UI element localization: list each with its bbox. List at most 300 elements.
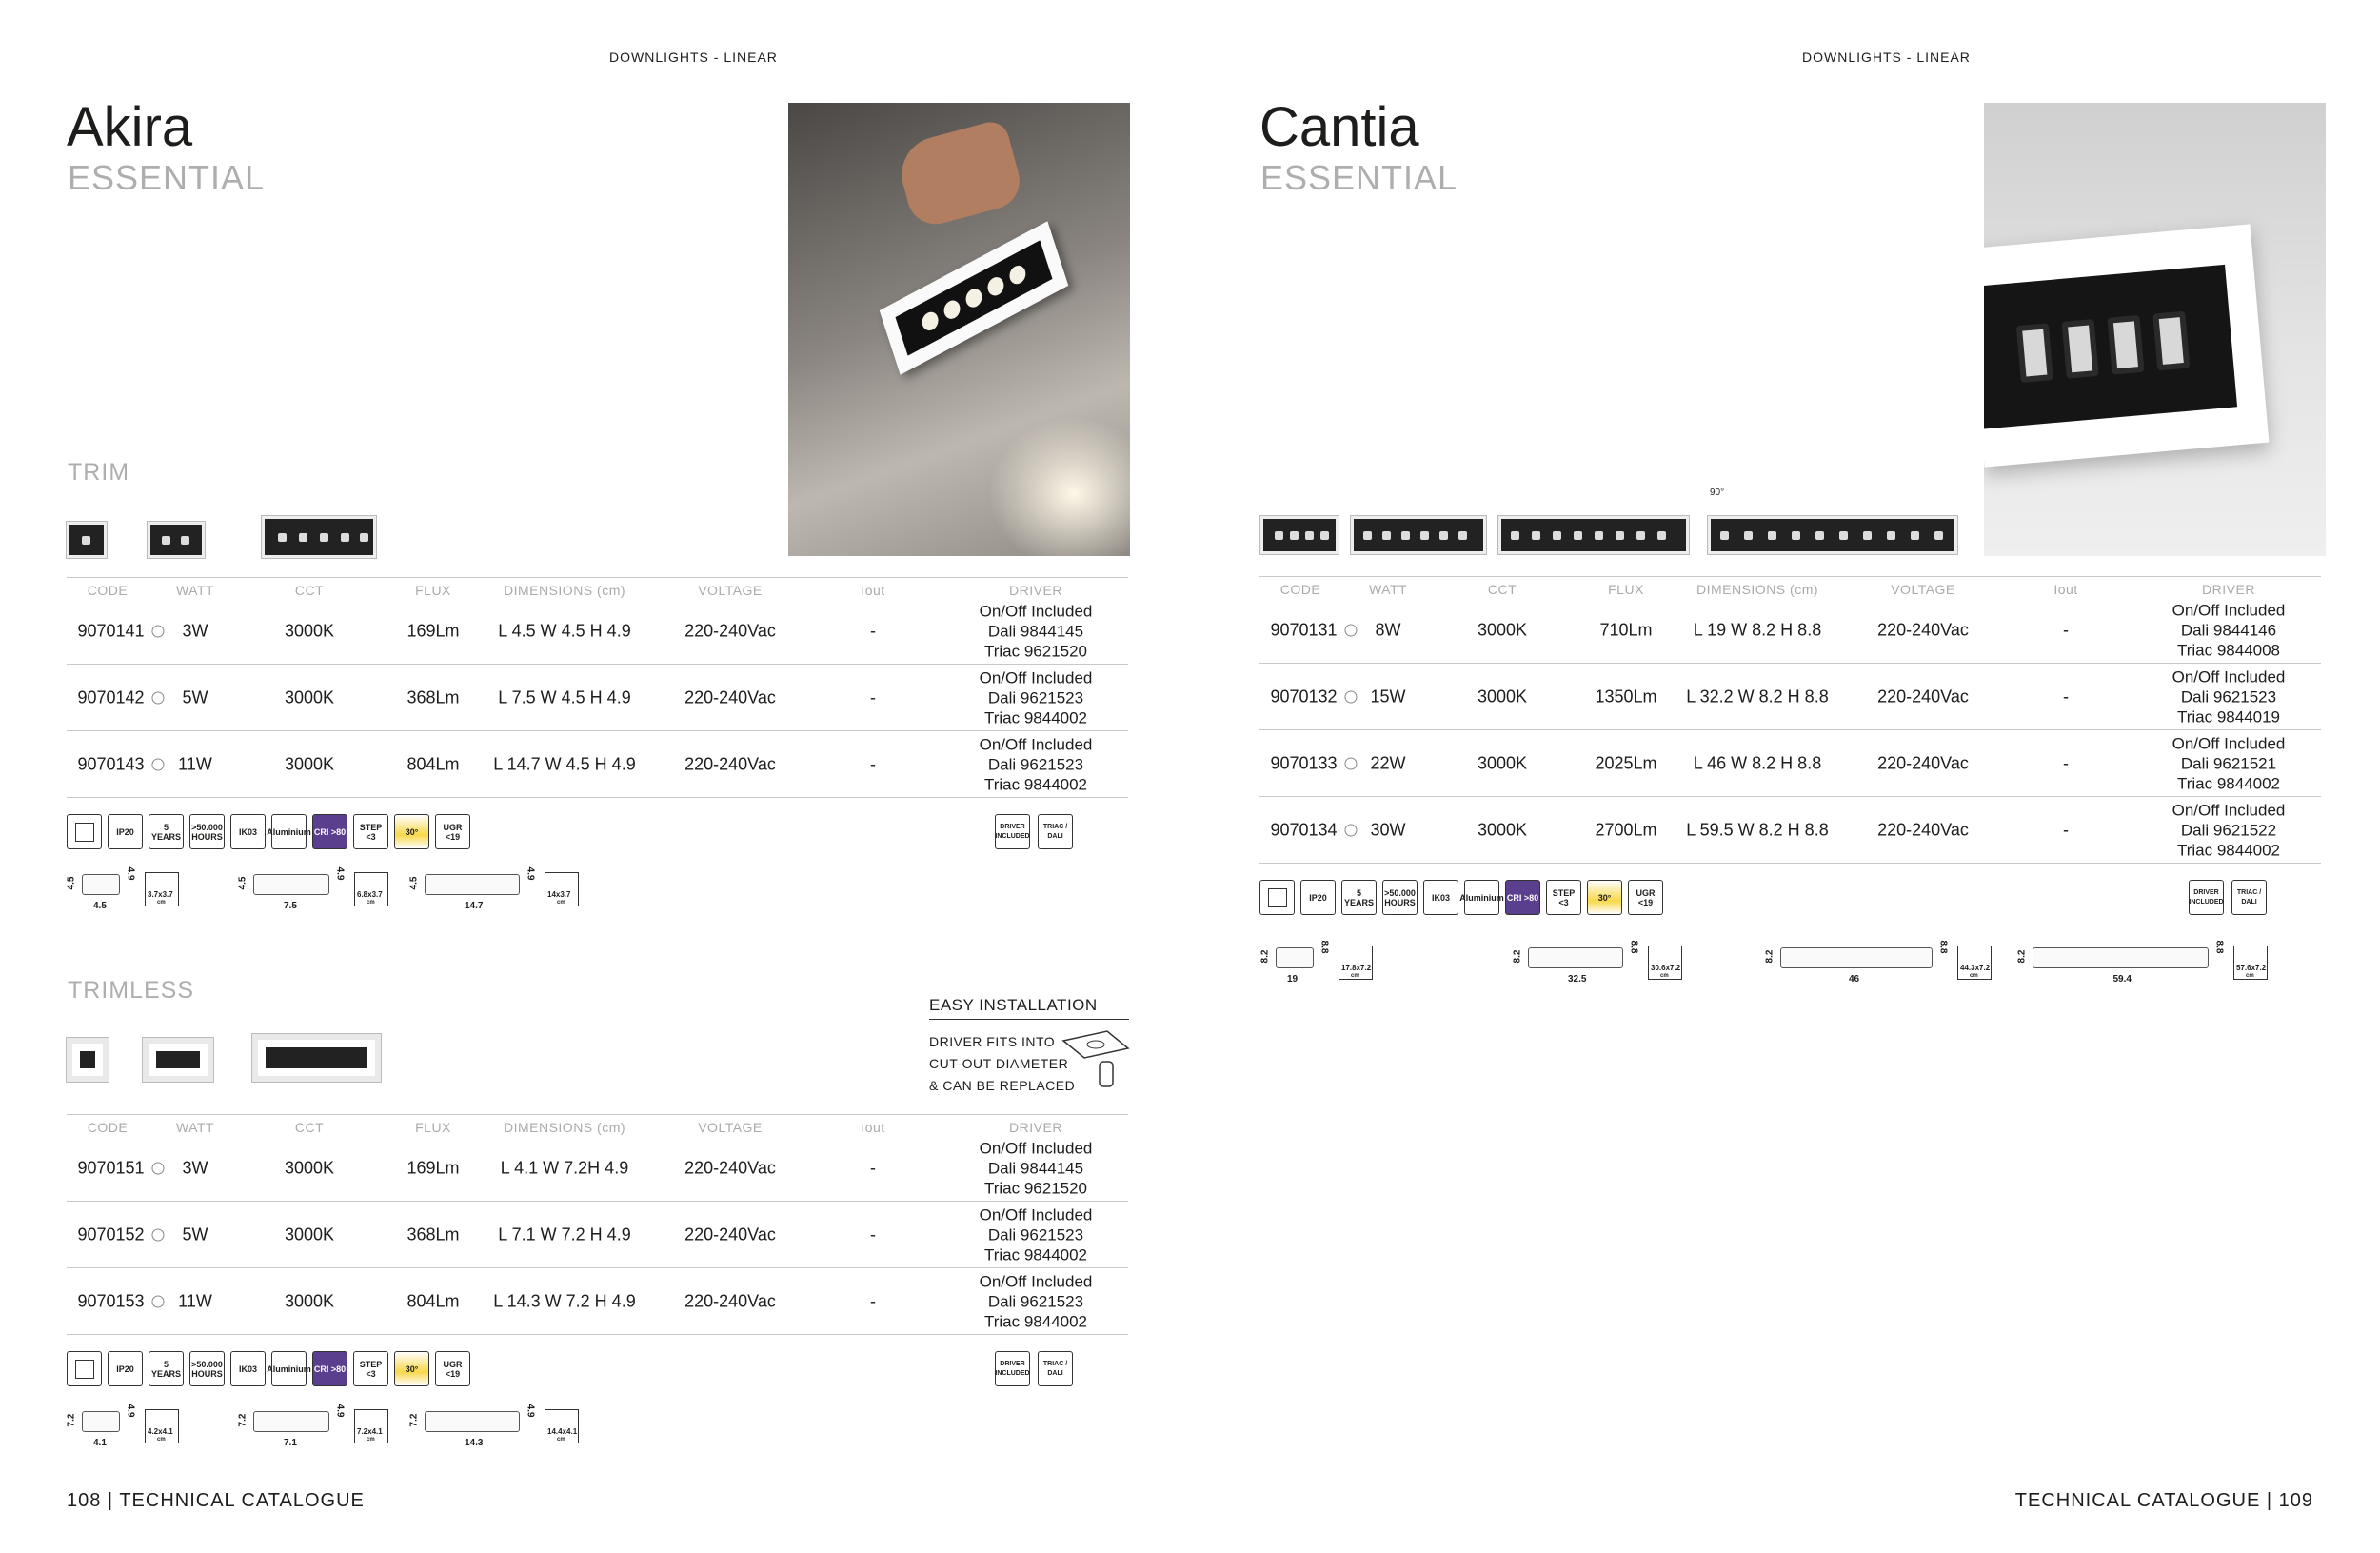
cell-driver [980, 601, 1093, 661]
ip20-icon [1300, 880, 1336, 915]
icon-label: TRIAC / DALI [1042, 1360, 1068, 1377]
driver-line: Dali 9621523 [987, 688, 1084, 707]
cell-flux: 2700Lm [1595, 820, 1657, 839]
width-label: 4.5 [93, 901, 107, 911]
cell-driver [2172, 800, 2286, 860]
header-flux: FLUX [415, 1120, 451, 1135]
header-iout: Iout [2053, 582, 2078, 597]
cutout-icon [2233, 946, 2268, 980]
triac-dali-icon [1038, 814, 1073, 849]
header-dimensions: DIMENSIONS (cm) [503, 583, 626, 598]
cell-volt: 220-240Vac [1877, 820, 1969, 839]
lifetime-icon [189, 1351, 225, 1386]
cell-iout: - [870, 1158, 876, 1177]
width-label: 46 [1849, 974, 1860, 985]
cutout-label: 44.3x7.2 [1960, 964, 1991, 972]
right-page [1190, 0, 2380, 1553]
cell-flux: 804Lm [407, 1291, 460, 1310]
icon-label: IP20 [1309, 892, 1327, 903]
header-cct: CCT [294, 1120, 325, 1135]
depth-label: 4.9 [125, 866, 136, 881]
cutout-icon [1957, 946, 1992, 980]
table-row [67, 1135, 1128, 1202]
trimless-lamp-2 [143, 1038, 213, 1082]
category-label: DOWNLIGHTS - LINEAR [1802, 50, 1971, 65]
trim-lamp-3 [262, 516, 376, 558]
icon-label: DRIVER INCLUDED [995, 1360, 1030, 1377]
height-label: 7.2 [66, 1413, 77, 1427]
cell-watt: 11W [178, 754, 212, 773]
step-icon [1546, 880, 1581, 915]
table-row [67, 1202, 1128, 1268]
cell-watt: 8W [1375, 620, 1401, 639]
cell-driver [980, 1138, 1093, 1198]
header-code: CODE [87, 583, 129, 598]
cutout-label: 7.2x4.1 [357, 1427, 383, 1436]
depth-label: 4.9 [125, 1404, 136, 1418]
driver-line: Triac 9844019 [2176, 707, 2281, 726]
cantia-product-images [1260, 488, 1965, 559]
cell-watt: 3W [182, 1158, 208, 1177]
aluminium-icon [267, 1351, 311, 1386]
cantia-dimension-drawings [1259, 938, 2306, 991]
driver-line: Dali 9621523 [987, 1225, 1084, 1244]
lamp-outline [253, 1411, 329, 1432]
icon-label: DRIVER INCLUDED [995, 823, 1030, 840]
height-label: 4.5 [408, 876, 420, 890]
cell-dim: L 46 W 8.2 H 8.8 [1693, 753, 1822, 772]
ik03-icon [1423, 880, 1458, 915]
cantia-driver-icons [2189, 880, 2267, 915]
unit-label: cm [1351, 973, 1359, 979]
beam-angle-icon [394, 1351, 429, 1386]
height-label: 7.2 [237, 1413, 248, 1427]
easy-line-3: & CAN BE REPLACED [929, 1078, 1076, 1093]
cantia-lamp-2 [1351, 516, 1486, 554]
depth-label: 8.8 [2213, 940, 2225, 954]
cell-code: 9070143 [77, 754, 164, 774]
cell-code: 9070132 [1270, 687, 1357, 707]
unit-label: cm [557, 900, 565, 906]
category-label: DOWNLIGHTS - LINEAR [609, 50, 778, 65]
dimension-drawing [236, 865, 398, 918]
icon-label: Aluminium [267, 826, 311, 837]
cell-iout: - [870, 1291, 876, 1310]
cell-cct: 3000K [284, 687, 335, 707]
cell-dim: L 4.5 W 4.5 H 4.9 [498, 621, 631, 640]
driver-line: Triac 9621520 [983, 642, 1088, 660]
icon-label: >50.000 HOURS [1384, 887, 1416, 907]
driver-line: Dali 9844145 [987, 1159, 1084, 1177]
cell-volt: 220-240Vac [684, 621, 776, 640]
driver-line: Dali 9621523 [987, 755, 1084, 773]
product-title: Cantia [1259, 96, 1419, 158]
product-title: Akira [67, 96, 193, 158]
icon-label: >50.000 HOURS [191, 1359, 223, 1379]
width-label: 14.7 [465, 901, 484, 911]
driver-line: On/Off Included [979, 1272, 1093, 1290]
driver-line: Triac 9844008 [2176, 641, 2281, 659]
driver-line: On/Off Included [2172, 667, 2286, 686]
warranty-icon [149, 814, 184, 849]
cell-volt: 220-240Vac [684, 687, 776, 707]
depth-label: 8.8 [1628, 940, 1639, 954]
cantia-lamp-3 [1498, 516, 1689, 554]
cutout-icon [145, 872, 179, 906]
driver-included-icon [2189, 880, 2224, 915]
lamp-outline [253, 874, 329, 895]
height-label: 4.5 [237, 876, 248, 890]
lamp-outline [425, 1411, 520, 1432]
cantia-table-header [1259, 576, 2321, 597]
driver-line: Triac 9844002 [2176, 774, 2281, 792]
driver-line: Triac 9844002 [983, 775, 1088, 793]
cell-iout: - [870, 621, 876, 640]
icon-label: IP20 [116, 826, 134, 837]
header-flux: FLUX [1608, 582, 1644, 597]
cell-dim: L 32.2 W 8.2 H 8.8 [1686, 687, 1829, 706]
icon-label: CRI >80 [313, 826, 347, 837]
icon-label: 5 YEARS [150, 1359, 181, 1379]
cri-icon [312, 814, 347, 849]
cell-iout: - [2063, 820, 2069, 839]
dimension-drawing [236, 1402, 398, 1455]
cell-dim: L 4.1 W 7.2H 4.9 [500, 1158, 629, 1177]
cell-flux: 368Lm [407, 1224, 460, 1244]
cell-flux: 804Lm [407, 754, 460, 773]
cell-flux: 169Lm [407, 1158, 460, 1177]
icon-label: IK03 [238, 826, 257, 837]
cell-flux: 710Lm [1599, 620, 1653, 639]
cell-watt: 11W [178, 1291, 212, 1310]
unit-label: cm [157, 1437, 166, 1443]
cell-code: 9070133 [1270, 753, 1357, 773]
cutout-icon [545, 1409, 579, 1443]
warranty-icon [149, 1351, 184, 1386]
trimless-section-label: TRIMLESS [68, 977, 195, 1004]
lamp-outline [425, 874, 520, 895]
cutout-icon [354, 872, 388, 906]
trim-lamp-1 [67, 522, 107, 558]
height-label: 8.2 [1512, 949, 1523, 964]
installation-diagram-icon [1061, 1024, 1130, 1092]
cantia-lamp-1 [1260, 516, 1339, 554]
trim-feature-icons [67, 814, 470, 849]
header-watt: WATT [175, 583, 215, 598]
triac-dali-icon [1038, 1351, 1073, 1386]
cutout-label: 17.8x7.2 [1341, 964, 1372, 972]
ip20-icon [108, 1351, 143, 1386]
cell-volt: 220-240Vac [1877, 620, 1969, 639]
product-photo [1984, 103, 2326, 556]
driver-line: Dali 9844145 [987, 622, 1084, 640]
cell-driver [2172, 600, 2286, 660]
height-label: 7.2 [408, 1413, 420, 1427]
width-label: 14.3 [465, 1438, 484, 1448]
cell-cct: 3000K [284, 1291, 335, 1310]
hand-shape [893, 118, 1025, 230]
icon-label: IK03 [1431, 892, 1450, 903]
table-row [67, 598, 1128, 665]
dimension-drawing [407, 865, 569, 918]
header-driver: DRIVER [1009, 1120, 1062, 1135]
width-label: 19 [1287, 974, 1299, 985]
header-cct: CCT [294, 583, 325, 598]
easy-line-2: CUT-OUT DIAMETER [929, 1056, 1069, 1071]
header-voltage: VOLTAGE [698, 583, 763, 598]
aluminium-icon [1459, 880, 1504, 915]
width-label: 4.1 [93, 1438, 107, 1448]
cell-watt: 22W [1370, 753, 1406, 772]
cutout-label: 57.6x7.2 [2236, 964, 2267, 972]
lamp-outline [1276, 947, 1314, 968]
driver-line: On/Off Included [979, 602, 1093, 620]
triac-dali-icon [2231, 880, 2267, 915]
driver-line: On/Off Included [979, 1205, 1093, 1224]
cutout-label: 30.6x7.2 [1651, 964, 1681, 972]
driver-line: Dali 9621522 [2180, 821, 2277, 839]
height-label: 8.2 [1259, 949, 1271, 964]
tilt-angle-label: 90° [1710, 488, 1725, 498]
cell-driver [2172, 667, 2286, 727]
driver-line: On/Off Included [2172, 734, 2286, 752]
trim-product-images [67, 512, 390, 566]
cell-iout: - [2063, 753, 2069, 772]
trimless-product-images [67, 1030, 390, 1087]
unit-label: cm [367, 900, 375, 906]
cell-cct: 3000K [1477, 620, 1528, 639]
depth-label: 4.9 [334, 1404, 346, 1418]
icon-label: IP20 [116, 1364, 134, 1374]
cutout-icon [354, 1409, 388, 1443]
cell-watt: 5W [182, 1224, 208, 1244]
unit-label: cm [2246, 973, 2254, 979]
icon-label: 30° [405, 826, 419, 837]
lamp-outline [82, 874, 120, 895]
dimension-drawing [65, 1402, 227, 1455]
depth-label: 8.8 [1319, 940, 1330, 954]
icon-label: 5 YEARS [1343, 887, 1374, 907]
cutout-label: 3.7x3.7 [148, 890, 173, 899]
lifetime-icon [1382, 880, 1418, 915]
header-flux: FLUX [415, 583, 451, 598]
beam-angle-icon [1587, 880, 1622, 915]
cutout-icon [145, 1409, 179, 1443]
square-icon [1259, 880, 1295, 915]
trim-driver-icons [995, 814, 1073, 849]
cutout-label: 14.4x4.1 [547, 1427, 578, 1436]
icon-label: STEP <3 [359, 822, 383, 842]
easy-line-1: DRIVER FITS INTO [929, 1034, 1056, 1049]
icon-label: UGR <19 [1636, 887, 1656, 907]
driver-line: Triac 9844002 [983, 708, 1088, 727]
ip20-icon [108, 814, 143, 849]
cell-watt: 30W [1370, 820, 1406, 839]
header-watt: WATT [1368, 582, 1408, 597]
cell-iout: - [870, 687, 876, 707]
product-photo [788, 103, 1130, 556]
icon-label: IK03 [238, 1364, 257, 1374]
page-footer: TECHNICAL CATALOGUE | 109 [2014, 1490, 2313, 1511]
header-cct: CCT [1487, 582, 1517, 597]
cell-watt: 15W [1370, 687, 1406, 706]
lamp-outline [2033, 947, 2209, 968]
width-label: 7.5 [284, 901, 297, 911]
height-label: 8.2 [2016, 949, 2028, 964]
height-label: 8.2 [1764, 949, 1775, 964]
driver-line: Triac 9621520 [983, 1179, 1088, 1197]
driver-line: Dali 9844146 [2180, 621, 2277, 639]
cell-driver [980, 667, 1093, 727]
square-icon [67, 1351, 102, 1386]
page-footer: 108 | TECHNICAL CATALOGUE [67, 1490, 365, 1511]
cell-cct: 3000K [284, 754, 335, 773]
unit-label: cm [557, 1437, 565, 1443]
cri-icon [312, 1351, 347, 1386]
cell-flux: 2025Lm [1595, 753, 1657, 772]
header-voltage: VOLTAGE [698, 1120, 763, 1135]
light-glow [988, 417, 1130, 556]
icon-label: DRIVER INCLUDED [2189, 888, 2224, 906]
trim-lamp-2 [148, 522, 205, 558]
dimension-drawing [2015, 938, 2267, 991]
driver-line: Triac 9844002 [983, 1245, 1088, 1264]
icon-label: UGR <19 [443, 1359, 463, 1379]
cell-driver [2172, 733, 2286, 793]
cell-dim: L 14.7 W 4.5 H 4.9 [493, 754, 636, 773]
cutout-icon [1648, 946, 1682, 980]
dimension-drawing [65, 865, 227, 918]
icon-label: TRIAC / DALI [1042, 823, 1068, 840]
trimless-driver-icons [995, 1351, 1073, 1386]
cell-flux: 1350Lm [1595, 687, 1657, 706]
cell-code: 9070151 [77, 1158, 164, 1178]
width-label: 32.5 [1568, 974, 1587, 985]
table-row [1259, 664, 2321, 730]
trimless-table-header [67, 1114, 1128, 1135]
depth-label: 8.8 [1937, 940, 1949, 954]
trim-dimension-drawings [65, 865, 598, 918]
ugr-icon [435, 1351, 470, 1386]
step-icon [353, 1351, 388, 1386]
header-iout: Iout [861, 583, 885, 598]
cell-cct: 3000K [1477, 687, 1528, 706]
cell-iout: - [2063, 687, 2069, 706]
dimension-drawing [1511, 938, 1754, 991]
cell-cct: 3000K [284, 621, 335, 640]
lamp-fixture-shape [1984, 224, 2269, 467]
cutout-label: 6.8x3.7 [357, 890, 383, 899]
icon-label: Aluminium [1459, 892, 1504, 903]
icon-label: >50.000 HOURS [191, 822, 223, 842]
cell-cct: 3000K [1477, 753, 1528, 772]
cell-dim: L 59.5 W 8.2 H 8.8 [1686, 820, 1829, 839]
icon-label: Aluminium [267, 1364, 311, 1374]
header-watt: WATT [175, 1120, 215, 1135]
cell-driver [980, 1205, 1093, 1264]
driver-included-icon [995, 814, 1030, 849]
driver-line: On/Off Included [2172, 801, 2286, 819]
icon-label: UGR <19 [443, 822, 463, 842]
header-code: CODE [1279, 582, 1321, 597]
cell-driver [980, 1271, 1093, 1331]
driver-line: On/Off Included [2172, 601, 2286, 619]
aluminium-icon [267, 814, 311, 849]
height-label: 4.5 [66, 876, 77, 890]
cell-volt: 220-240Vac [684, 1158, 776, 1177]
cell-volt: 220-240Vac [684, 1224, 776, 1244]
table-row [1259, 797, 2321, 864]
table-row [67, 665, 1128, 731]
step-icon [353, 814, 388, 849]
cell-volt: 220-240Vac [684, 754, 776, 773]
icon-label: CRI >80 [1506, 892, 1539, 903]
cell-flux: 169Lm [407, 621, 460, 640]
lamp-outline [1780, 947, 1933, 968]
driver-line: Dali 9621523 [987, 1292, 1084, 1310]
unit-label: cm [1660, 973, 1669, 979]
trimless-lamp-3 [252, 1034, 381, 1082]
driver-line: On/Off Included [979, 668, 1093, 687]
icon-label: STEP <3 [359, 1359, 383, 1379]
lamp-outline [1528, 947, 1623, 968]
icon-label: 5 YEARS [150, 822, 181, 842]
cell-code: 9070152 [77, 1224, 164, 1244]
width-label: 59.4 [2112, 974, 2132, 985]
cell-volt: 220-240Vac [1877, 753, 1969, 772]
header-voltage: VOLTAGE [1891, 582, 1955, 597]
header-driver: DRIVER [1009, 583, 1062, 598]
driver-line: On/Off Included [979, 735, 1093, 753]
cell-iout: - [870, 1224, 876, 1244]
ugr-icon [435, 814, 470, 849]
cell-cct: 3000K [284, 1158, 335, 1177]
cell-flux: 368Lm [407, 687, 460, 707]
trimless-feature-icons [67, 1351, 470, 1386]
trim-section-label: TRIM [68, 459, 130, 486]
header-dimensions: DIMENSIONS (cm) [1696, 582, 1819, 597]
cell-driver [980, 734, 1093, 794]
cell-watt: 3W [182, 621, 208, 640]
icon-label: STEP <3 [1552, 887, 1576, 907]
cell-iout: - [870, 754, 876, 773]
dimension-drawing [407, 1402, 578, 1455]
trim-table-header [67, 577, 1128, 598]
header-iout: Iout [861, 1120, 885, 1135]
lamp-outline [82, 1411, 120, 1432]
cutout-label: 4.2x4.1 [148, 1427, 173, 1436]
cell-cct: 3000K [284, 1224, 335, 1244]
ik03-icon [230, 1351, 266, 1386]
driver-line: Triac 9844002 [2176, 841, 2281, 859]
square-icon [67, 814, 102, 849]
beam-angle-icon [394, 814, 429, 849]
cutout-icon [545, 872, 579, 906]
cell-code: 9070134 [1270, 820, 1357, 840]
product-subtitle: ESSENTIAL [68, 158, 266, 197]
driver-line: On/Off Included [979, 1139, 1093, 1157]
table-row [67, 1268, 1128, 1335]
cell-code: 9070142 [77, 687, 164, 707]
depth-label: 4.9 [334, 866, 346, 881]
icon-label: CRI >80 [313, 1364, 347, 1374]
table-row [1259, 597, 2321, 664]
cell-iout: - [2063, 620, 2069, 639]
cell-cct: 3000K [1477, 820, 1528, 839]
lifetime-icon [189, 814, 225, 849]
header-code: CODE [87, 1120, 129, 1135]
cell-code: 9070131 [1270, 620, 1357, 640]
